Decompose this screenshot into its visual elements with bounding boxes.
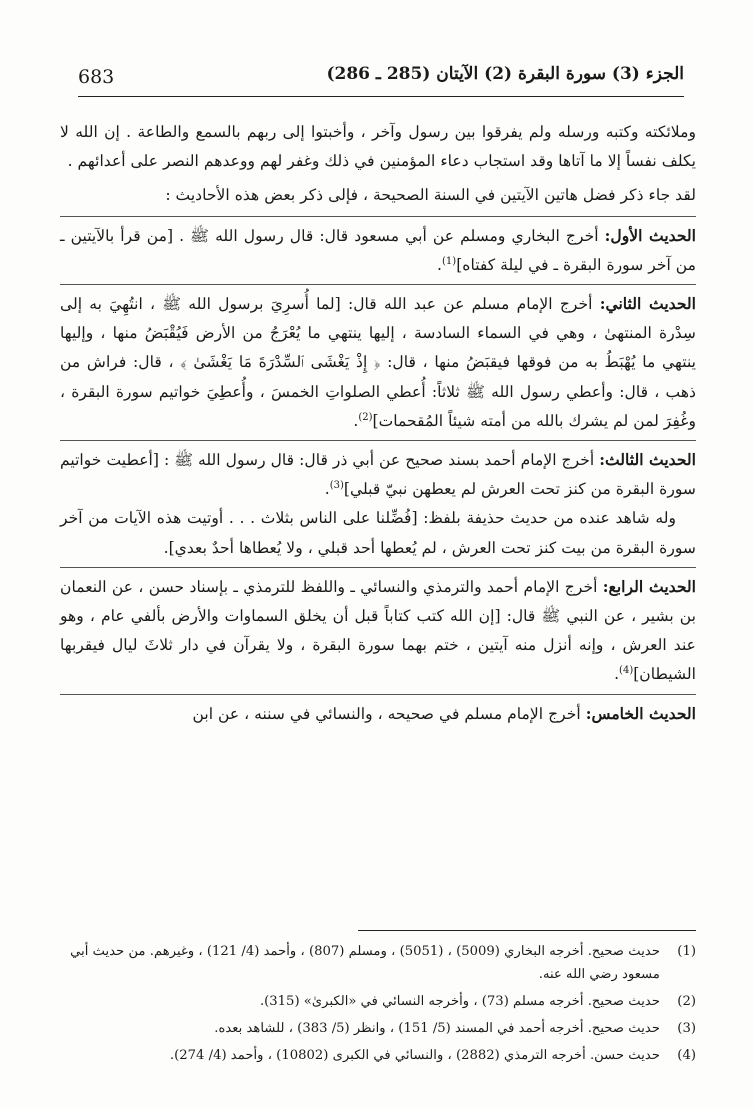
footnote-ref[interactable]: (1) [442, 255, 457, 267]
hadith-4 [60, 567, 696, 690]
hadith-tail: . [324, 480, 330, 499]
footnote-number: (3) [677, 1021, 696, 1036]
footnote-number: (4) [677, 1048, 696, 1063]
main-text [60, 118, 696, 729]
hadith-text: أخرج الإمام مسلم عن عبد الله قال: [لما أُسرِيَ برسول الله ﷺ ، انتُهِيَ به إلى سِدْرة المنتهىٰ ، وهي في السماء السادسة ، إليها ينتهي ما يُعْرَجُ من الأرض فَيُقْبَضُ منها ، وإليها ينتهي ما يُهْبَطُ به من فوقها فيقبَضُ منها ، قال: ﴿ إِذْ يَغْشَى ٱلسِّدْرَةَ مَا يَغْشَىٰ ﴾ ، قال: فراش من ذهب ، قال: وأعطي رسول الله ﷺ ثلاثاً: أُعطي الصلواتِ الخمسَ ، وأُعطِيَ خواتيم سورة البقرة ، وغُفِرَ لمن لم يشرك بالله من أمته شيئاً المُقحمات] [60, 295, 696, 430]
hadith-3 [60, 440, 696, 563]
hadith-text: أخرج الإمام مسلم في صحيحه ، والنسائي في سننه ، عن ابن [192, 704, 586, 723]
hadith-heading: الحديث الثالث: [599, 450, 696, 470]
footnote-item [62, 1017, 696, 1040]
footnote-text: حديث صحيح. أخرجه مسلم (73) ، وأخرجه النسائي في «الكبرىٰ» (315). [259, 994, 660, 1009]
footnote-number: (1) [677, 944, 696, 959]
hadith-5 [60, 694, 696, 729]
footnote-text: حديث حسن. أخرجه الترمذي (2882) ، والنسائي في الكبرى (10802) ، وأحمد (4/ 274). [169, 1048, 660, 1063]
footnote-item [62, 990, 696, 1013]
footnote-ref[interactable]: (2) [358, 411, 373, 423]
hadith-heading: الحديث الثاني: [599, 294, 696, 314]
hadith-tail: . [353, 411, 359, 430]
footnote-text: حديث صحيح. أخرجه أحمد في المسند (5/ 151) ، وانظر (5/ 383) ، للشاهد بعده. [214, 1021, 660, 1036]
intro-paragraph: وملائكته وكتبه ورسله ولم يفرقوا بين رسول وآخر ، وأخبتوا إلى ربهم بالسمع والطاعة . إن الله لا يكلف نفساً إلا ما آتاها وقد استجاب دعاء المؤمنين في ذلك وغفر لهم ووعدهم النصر على أعدائهم . [60, 123, 696, 171]
page-header [78, 62, 684, 97]
footnote-item [62, 940, 696, 986]
hadith-heading: الحديث الخامس: [585, 703, 696, 723]
footnote-divider [358, 930, 696, 931]
hadith-heading: الحديث الأول: [604, 225, 696, 245]
footnote-text: حديث صحيح. أخرجه البخاري (5009) ، (5051) ، ومسلم (807) ، وأحمد (4/ 121) ، وغيرهم. من حديث أبي مسعود رضي الله عنه. [70, 944, 660, 982]
hadith-text: أخرج الإمام أحمد بسند صحيح عن أبي ذر قال: قال رسول الله ﷺ : [أعطيت خواتيم سورة البقرة من كنز تحت العرش لم يعطهن نبيّ قبلي] [60, 451, 696, 499]
hadith-2 [60, 284, 696, 436]
footnote-ref[interactable]: (4) [619, 665, 634, 677]
hadith-tail: . [437, 255, 443, 274]
running-title: الجزء (3) سورة البقرة (2) الآيتان (285 ـ 286) [326, 64, 684, 84]
footnote-ref[interactable]: (3) [329, 480, 344, 492]
hadith-tail: . [614, 665, 620, 684]
page-number: 683 [78, 66, 115, 88]
hadith-1 [60, 216, 696, 280]
footnote-number: (2) [677, 994, 696, 1009]
hadith-text: أخرج البخاري ومسلم عن أبي مسعود قال: قال رسول الله ﷺ . [من قرأ بالآيتين ـ من آخر سورة البقرة ـ في ليلة كفتاه] [60, 226, 696, 274]
hadith-text: أخرج الإمام أحمد والترمذي والنسائي ـ واللفظ للترمذي ـ بإسناد حسن ، عن النعمان بن بشير ، عن النبي ﷺ قال: [إن الله كتب كتاباً قبل أن يخلق السماوات والأرض بألفي عام ، وهو عند العرش ، وإنه أنزل منه آيتين ، ختم بهما سورة البقرة ، ولا يقرآن في دار ثلاثَ ليال فيقربها الشيطان] [60, 577, 696, 684]
hadith-heading: الحديث الرابع: [602, 576, 696, 596]
footnote-item [62, 1044, 696, 1067]
intro-paragraph: لقد جاء ذكر فضل هاتين الآيتين في السنة الصحيحة ، فإلى ذكر بعض هذه الأحاديث : [165, 186, 696, 205]
hadith-supporting-text: وله شاهد عنده من حديث حذيفة بلفظ: [فُضِّلنا على الناس بثلاث . . . أوتيت هذه الآيات من آخر سورة البقرة من بيت كنز تحت العرش ، لم يُعطها أحد قبلي ، ولا يُعطاها أحدٌ بعدي]. [60, 509, 696, 557]
footnotes [62, 940, 696, 1071]
